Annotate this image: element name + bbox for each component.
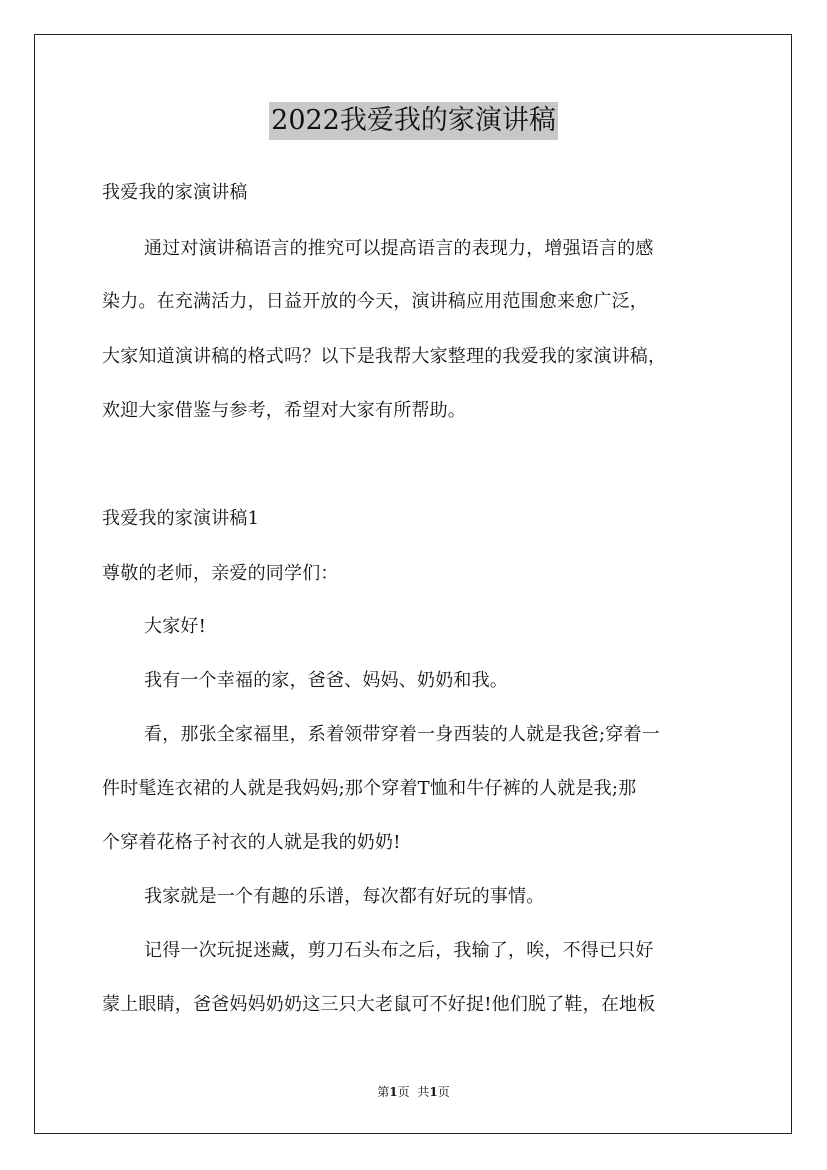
paragraph-line: 件时髦连衣裙的人就是我妈妈;那个穿着T恤和牛仔裤的人就是我;那 <box>102 778 637 799</box>
page-number: 1 <box>389 1085 398 1099</box>
greeting: 大家好! <box>144 616 207 637</box>
document-title: 2022我爱我的家演讲稿 <box>269 102 558 140</box>
section-heading: 我爱我的家演讲稿1 <box>102 508 260 529</box>
document-subtitle: 我爱我的家演讲稿 <box>102 182 248 203</box>
paragraph-line: 欢迎大家借鉴与参考，希望对大家有所帮助。 <box>102 400 466 421</box>
paragraph-line: 个穿着花格子衬衣的人就是我的奶奶! <box>102 832 401 853</box>
paragraph-line: 通过对演讲稿语言的推究可以提高语言的表现力，增强语言的感 <box>144 238 654 259</box>
paragraph-line: 看，那张全家福里，系着领带穿着一身西装的人就是我爸;穿着一 <box>144 724 660 745</box>
paragraph-line: 染力。在充满活力，日益开放的今天，演讲稿应用范围愈来愈广泛， <box>102 291 648 312</box>
page-label-suffix: 页 <box>397 1085 410 1099</box>
paragraph-line: 我家就是一个有趣的乐谱，每次都有好玩的事情。 <box>144 886 545 907</box>
title-container <box>0 102 827 140</box>
paragraph-line: 蒙上眼睛，爸爸妈妈奶奶这三只大老鼠可不好捉!他们脱了鞋，在地板 <box>102 994 656 1015</box>
total-label-prefix: 共 <box>417 1085 430 1099</box>
total-pages: 1 <box>429 1085 438 1099</box>
page-label-prefix: 第 <box>377 1085 390 1099</box>
total-label-suffix: 页 <box>437 1085 450 1099</box>
page-footer <box>0 1084 827 1100</box>
paragraph-line: 大家知道演讲稿的格式吗？以下是我帮大家整理的我爱我的家演讲稿， <box>102 346 667 367</box>
salutation: 尊敬的老师，亲爱的同学们： <box>102 563 339 584</box>
paragraph-line: 我有一个幸福的家，爸爸、妈妈、奶奶和我。 <box>144 670 508 691</box>
paragraph-line: 记得一次玩捉迷藏，剪刀石头布之后，我输了，唉，不得已只好 <box>144 940 654 961</box>
